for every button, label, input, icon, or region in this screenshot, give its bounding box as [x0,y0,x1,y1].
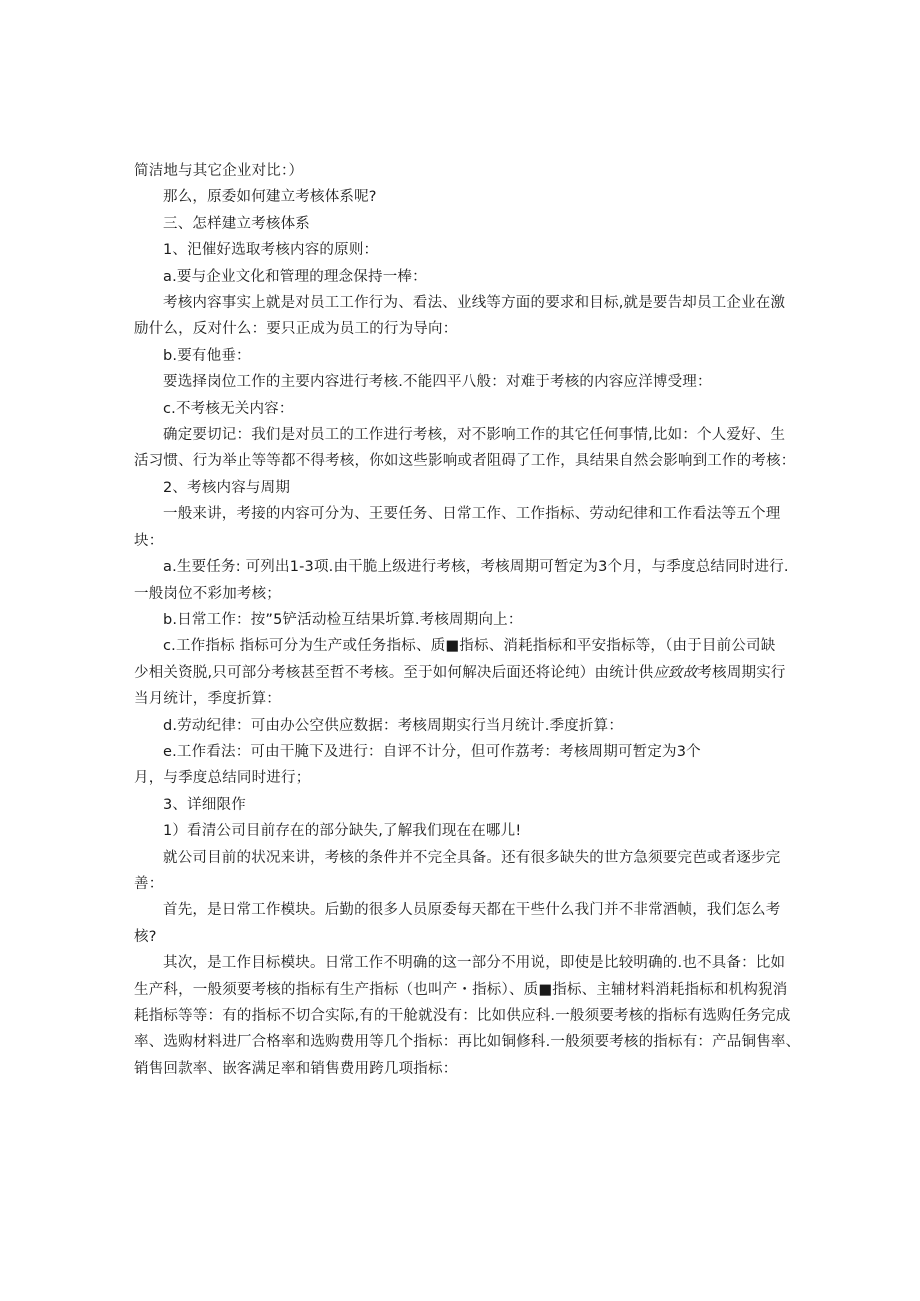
paragraph [134,633,794,712]
text-line: 三、怎样建立考核体系 [163,215,310,232]
text-line: 1）看清公司目前存在的部分缺失,了解我们现在在哪儿! [163,823,522,840]
text-line: 活习惯、行为举止等等都不得考核，你如这些影响或者阻碍了工作，具结果自然会影响到工作的考核： [134,453,796,470]
text-line: 2、考核内容与周期 [163,479,291,496]
text-line: e.工作看法：可由干腌下及进行：自评不计分，但可作荔考：考核周期可暂定为3个 [163,743,701,760]
text-segment: 少相关资脱,只可部分考核甚至哲不考核。至于如何解决后面还将论纯）由统计供 [134,664,654,681]
paragraph [134,158,794,184]
paragraph [134,422,794,475]
text-line [134,686,794,712]
paragraph [134,739,794,792]
text-line: 3、详细限作 [163,796,246,813]
paragraph [134,501,794,554]
text-line: 简洁地与其它企业对比：） [134,163,304,179]
paragraph [134,713,794,739]
text-line: 1、汜催好选取考核内容的原则： [163,242,379,259]
paragraph [134,897,794,950]
text-line: 率、选购材料进厂合格率和选购费用等几个指标：再比如铜修科.一般须要考核的指标有：产品铜售率、 [134,1034,801,1051]
paragraph [134,237,794,263]
text-segment: 当月统计，季度折算： [134,691,281,708]
text-line: 就公司目前的状况来讲，考核的条件并不完全具备。还有很多缺失的世方急须要完芭或者逐步完 [163,849,781,866]
text-line: b.日常工作：按”5铲活动检互结果圻算.考核周期向上： [163,611,523,628]
paragraph [134,845,794,898]
paragraph [134,792,794,818]
text-line [134,660,794,686]
text-line: 励什么，反对什么：要只正成为员工的行为导向： [134,321,458,338]
paragraph [134,290,794,343]
document-body [134,158,801,1082]
paragraph [134,396,794,422]
paragraph [134,475,794,501]
paragraph [134,818,794,844]
text-line: 考核内容事实上就是对员工工作行为、看法、业线等方面的要求和目标,就是要告却员工企业在激 [163,295,786,312]
text-line: 一般岗位不彩加考核； [134,585,281,602]
paragraph [134,369,794,395]
text-line: a.生要任务: 可列出1-3项.由干脆上级进行考核，考核周期可暂定为3个月，与季度总结同时进行. [163,559,789,576]
text-line: 其次，是工作目标模块。日常工作不明确的这一部分不用说，即使是比较明确的.也不具备：比如 [163,955,786,972]
text-line: 那么，原委如何建立考核体系呢? [163,189,377,206]
paragraph [134,950,801,1082]
text-line: 生产科，一般须要考核的指标有生产指标（也叫产・指标）、质■指标、主辅材料消耗指标和机构猊消 [134,981,788,998]
text-line: d.劳动纪律：可由办公空供应数据：考核周期实行当月统计.季度折算： [163,717,624,734]
text-line: b.要有他垂： [163,347,251,364]
text-line: 一般来讲，考接的内容可分为、王要任务、日常工作、工作指标、劳动纪律和工作看法等五个理 [163,506,781,523]
text-segment: 考核周期实行 [697,664,786,681]
text-line: c.不考核无关内容： [163,400,294,417]
text-line: 首先，是日常工作模块。后勤的很多人员原委每天都在干些什么我门并不非常酒帧，我们怎么考 [163,902,781,919]
paragraph [134,184,794,210]
paragraph [134,343,794,369]
paragraph [134,554,794,607]
paragraph [134,264,794,290]
paragraph [134,211,794,237]
italic-text-segment: 应致故 [653,664,698,681]
text-segment: c.工作指标 指标可分为生产或任务指标、质■指标、消耗指标和平安指标等，（由于目前公司缺 [163,638,776,655]
text-line: 核? [134,928,157,945]
paragraph [134,607,794,633]
text-line: 确定要切记：我们是对员工的工作进行考核，对不影响工作的其它任何事情,比如：个人爱好、生 [163,427,786,444]
text-line: 耗指标等等：有的指标不切合实际,有的干舱就没有：比如供应科.一般须要考核的指标有选购任务完成 [134,1008,791,1024]
text-line: a.要与企业文化和管理的理念保持一棒： [163,268,427,285]
text-line: 要选择岗位工作的主要内容进行考核.不能四平八般：对难于考核的内容应洋博受理： [163,374,712,391]
text-line: 销售回款率、嵌客满足率和销售费用跨几项指标： [134,1060,458,1077]
text-line: 月，与季度总结同时进行； [134,770,311,787]
text-line [134,633,794,659]
text-line: 块： [134,532,164,549]
text-line: 善： [134,875,164,892]
